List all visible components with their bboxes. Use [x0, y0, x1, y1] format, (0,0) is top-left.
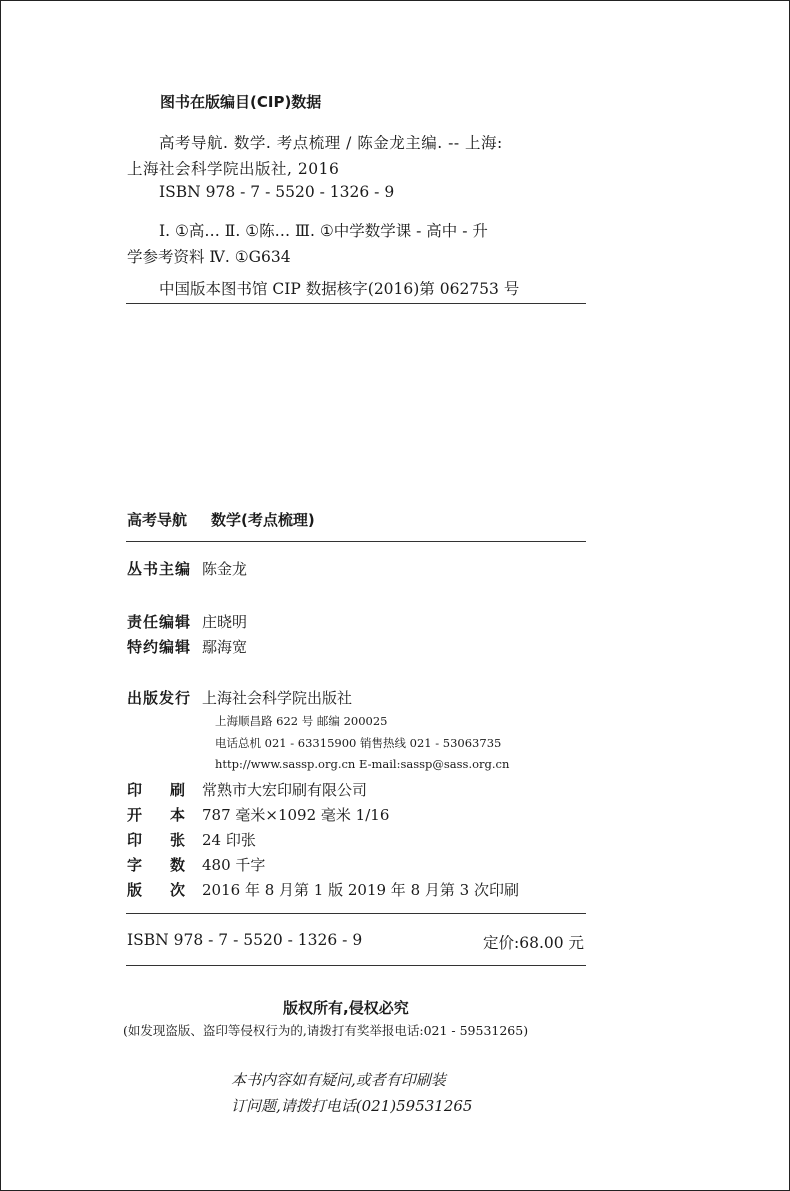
spec-label-char: 字: [127, 856, 143, 874]
cip-line-2: 上海社会科学院出版社, 2016: [127, 160, 340, 178]
spec-label-char: 次: [169, 881, 185, 899]
publisher-address: 上海顺昌路 622 号 邮编 200025: [215, 714, 388, 728]
rights-notice: 版权所有,侵权必究: [283, 999, 409, 1017]
isbn-bottom-rule: [126, 965, 586, 966]
spec-label-edition: [127, 879, 185, 900]
spec-label-char: 开: [127, 806, 143, 824]
spec-value-sheets: 24 印张: [202, 831, 256, 849]
specs-bottom-rule: [126, 913, 586, 914]
piracy-report: (如发现盗版、盗印等侵权行为的,请拨打有奖举报电话:021 - 59531265): [123, 1023, 529, 1038]
series-editor: 陈金龙: [202, 560, 248, 578]
price: 定价:68.00 元: [483, 934, 585, 952]
title-rule: [126, 541, 586, 542]
spec-label-char: 数: [169, 856, 185, 874]
spec-label-format: [127, 804, 185, 825]
spec-value-wordcount: 480 千字: [202, 856, 266, 874]
responsible-editor: 庄晓明: [202, 613, 248, 631]
book-title-main: 高考导航: [127, 511, 188, 529]
spec-value-printer: 常熟市大宏印刷有限公司: [202, 781, 368, 799]
cip-heading: 图书在版编目(CIP)数据: [160, 93, 322, 111]
cip-line-1: 高考导航. 数学. 考点梳理 / 陈金龙主编. -- 上海:: [159, 134, 503, 152]
cip-classification-2: 学参考资料 Ⅳ. ①G634: [127, 248, 291, 266]
footer-isbn: ISBN 978 - 7 - 5520 - 1326 - 9: [127, 931, 363, 949]
cip-classification-1: Ⅰ. ①高… Ⅱ. ①陈… Ⅲ. ①中学数学课 - 高中 - 升: [159, 222, 488, 240]
cip-bottom-rule: [126, 303, 586, 304]
special-editor-label: 特约编辑: [127, 638, 192, 656]
cip-verification: 中国版本图书馆 CIP 数据核字(2016)第 062753 号: [159, 280, 520, 298]
spec-value-format: 787 毫米×1092 毫米 1/16: [202, 806, 390, 824]
spec-label-sheets: [127, 829, 185, 850]
special-editor: 鄢海宽: [202, 638, 248, 656]
series-editor-label: 丛书主编: [127, 560, 192, 578]
responsible-editor-label: 责任编辑: [127, 613, 192, 631]
spec-label-wordcount: [127, 854, 185, 875]
spec-label-char: 本: [169, 806, 185, 824]
quality-note-line-1: 本书内容如有疑问,或者有印刷装: [231, 1071, 446, 1089]
publisher-phone: 电话总机 021 - 63315900 销售热线 021 - 53063735: [215, 736, 502, 750]
spec-label-char: 版: [127, 881, 143, 899]
book-title-sub: 数学(考点梳理): [211, 511, 315, 529]
publisher-name: 上海社会科学院出版社: [202, 689, 353, 707]
spec-label-char: 刷: [169, 781, 185, 799]
publisher-label: 出版发行: [127, 689, 192, 707]
quality-note-line-2: 订问题,请拨打电话(021)59531265: [231, 1097, 473, 1115]
spec-value-edition: 2016 年 8 月第 1 版 2019 年 8 月第 3 次印刷: [202, 881, 519, 899]
publisher-web: http://www.sassp.org.cn E-mail:sassp@sass.org.cn: [215, 757, 510, 771]
cip-isbn: ISBN 978 - 7 - 5520 - 1326 - 9: [159, 183, 395, 201]
spec-label-char: 印: [127, 781, 143, 799]
spec-label-char: 张: [169, 831, 185, 849]
spec-label-char: 印: [127, 831, 143, 849]
spec-label-printer: [127, 779, 185, 800]
